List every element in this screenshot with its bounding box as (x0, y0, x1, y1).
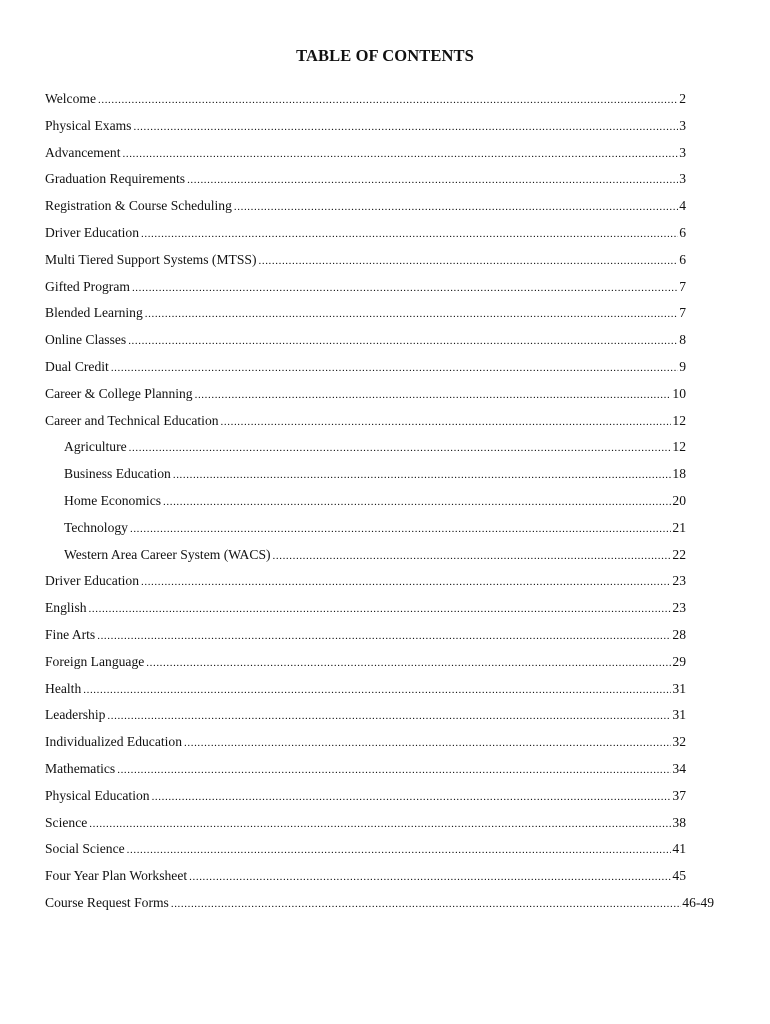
toc-entry[interactable] (45, 649, 686, 676)
entry-label: Physical Exams (45, 117, 132, 133)
entry-page-number: 12 (672, 439, 686, 455)
toc-entry[interactable] (45, 113, 686, 140)
toc-subentry[interactable] (45, 515, 686, 542)
toc-subentry[interactable] (45, 488, 686, 515)
dot-leader (107, 703, 671, 730)
entry-label: Multi Tiered Support Systems (MTSS) (45, 251, 257, 267)
entry-label: English (45, 600, 87, 616)
entry-label: Agriculture (64, 439, 127, 455)
entry-page-number: 28 (672, 626, 686, 642)
dot-leader (133, 114, 678, 141)
entry-label: Advancement (45, 144, 121, 160)
dot-leader (173, 462, 672, 489)
entry-label: Physical Education (45, 787, 150, 803)
entry-page-number: 20 (672, 492, 686, 508)
toc-entry[interactable] (45, 676, 686, 703)
page-title: TABLE OF CONTENTS (296, 46, 474, 65)
entry-label: Career & College Planning (45, 385, 193, 401)
dot-leader (98, 87, 678, 114)
dot-leader (111, 355, 678, 382)
entry-label: Foreign Language (45, 653, 145, 669)
dot-leader (97, 623, 671, 650)
entry-label: Health (45, 680, 82, 696)
toc-entry[interactable] (45, 836, 686, 863)
entry-page-number: 2 (679, 91, 686, 106)
entry-page-number: 6 (679, 224, 686, 240)
toc-entry[interactable] (45, 327, 686, 354)
toc-entry[interactable] (45, 220, 686, 247)
dot-leader (129, 435, 672, 462)
dot-leader (146, 650, 671, 677)
entry-label: Home Economics (64, 492, 162, 508)
table-of-contents (45, 86, 714, 917)
entry-page-number: 10 (672, 385, 686, 401)
toc-entry[interactable] (45, 166, 686, 193)
entry-page-number: 31 (672, 680, 686, 696)
entry-page-number: 23 (672, 600, 686, 616)
entry-page-number: 21 (672, 519, 686, 535)
entry-label: Blended Learning (45, 305, 143, 321)
entry-page-number: 22 (672, 546, 686, 562)
dot-leader (89, 596, 672, 623)
dot-leader (184, 730, 671, 757)
dot-leader (273, 543, 672, 570)
entry-label: Four Year Plan Worksheet (45, 868, 188, 884)
entry-label: Course Request Forms (45, 894, 169, 910)
toc-entry[interactable] (45, 622, 686, 649)
toc-entry[interactable] (45, 86, 686, 113)
dot-leader (83, 677, 671, 704)
dot-leader (187, 167, 678, 194)
dot-leader (152, 784, 672, 811)
toc-entry[interactable] (45, 408, 686, 435)
entry-label: Driver Education (45, 224, 139, 240)
entry-page-number: 46-49 (682, 894, 714, 910)
entry-label: Mathematics (45, 760, 116, 776)
dot-leader (163, 489, 671, 516)
toc-entry[interactable] (45, 863, 686, 890)
entry-label: Career and Technical Education (45, 412, 219, 428)
entry-label: Dual Credit (45, 358, 109, 374)
dot-leader (145, 301, 678, 328)
entry-page-number: 7 (679, 305, 686, 321)
entry-label: Online Classes (45, 332, 127, 348)
entry-label: Welcome (45, 91, 96, 106)
entry-page-number: 41 (672, 841, 686, 857)
entry-page-number: 7 (679, 278, 686, 294)
entry-label: Individualized Education (45, 734, 183, 750)
dot-leader (221, 409, 672, 436)
entry-label: Technology (64, 519, 128, 535)
toc-entry[interactable] (45, 274, 686, 301)
entry-page-number: 45 (672, 868, 686, 884)
entry-page-number: 3 (679, 144, 686, 160)
entry-page-number: 29 (672, 653, 686, 669)
toc-subentry[interactable] (45, 461, 686, 488)
entry-page-number: 34 (672, 760, 686, 776)
dot-leader (189, 864, 671, 891)
dot-leader (117, 757, 671, 784)
dot-leader (141, 221, 678, 248)
toc-entry[interactable] (45, 890, 714, 917)
entry-page-number: 31 (672, 707, 686, 723)
entry-page-number: 23 (672, 573, 686, 589)
entry-page-number: 4 (679, 198, 686, 214)
toc-subentry[interactable] (45, 542, 686, 569)
toc-entry[interactable] (45, 193, 686, 220)
entry-label: Driver Education (45, 573, 139, 589)
entry-label: Fine Arts (45, 626, 96, 642)
dot-leader (132, 275, 678, 302)
entry-label: Social Science (45, 841, 125, 857)
entry-label: Graduation Requirements (45, 171, 186, 187)
dot-leader (123, 141, 679, 168)
entry-page-number: 37 (672, 787, 686, 803)
entry-label: Science (45, 814, 88, 830)
dot-leader (234, 194, 678, 221)
entry-page-number: 38 (672, 814, 686, 830)
entry-label: Business Education (64, 466, 171, 482)
toc-subentry[interactable] (45, 434, 686, 461)
dot-leader (195, 382, 672, 409)
toc-entry[interactable] (45, 783, 686, 810)
entry-label: Western Area Career System (WACS) (64, 546, 271, 562)
entry-label: Registration & Course Scheduling (45, 198, 232, 214)
dot-leader (128, 328, 678, 355)
dot-leader (89, 811, 671, 838)
dot-leader (171, 891, 681, 918)
entry-label: Gifted Program (45, 278, 130, 294)
entry-page-number: 6 (679, 251, 686, 267)
toc-entry[interactable] (45, 354, 686, 381)
toc-entry[interactable] (45, 568, 686, 595)
entry-label: Leadership (45, 707, 106, 723)
toc-entry[interactable] (45, 810, 686, 837)
toc-entry[interactable] (45, 702, 686, 729)
toc-entry[interactable] (45, 595, 686, 622)
entry-page-number: 8 (679, 332, 686, 348)
entry-page-number: 3 (679, 117, 686, 133)
dot-leader (259, 248, 679, 275)
dot-leader (130, 516, 671, 543)
toc-entry[interactable] (45, 300, 686, 327)
toc-entry[interactable] (45, 381, 686, 408)
dot-leader (141, 569, 671, 596)
entry-page-number: 12 (672, 412, 686, 428)
toc-entry[interactable] (45, 140, 686, 167)
entry-page-number: 3 (679, 171, 686, 187)
toc-entry[interactable] (45, 729, 686, 756)
entry-page-number: 9 (679, 358, 686, 374)
entry-page-number: 18 (672, 466, 686, 482)
entry-page-number: 32 (672, 734, 686, 750)
dot-leader (127, 837, 672, 864)
toc-entry[interactable] (45, 756, 686, 783)
toc-entry[interactable] (45, 247, 686, 274)
